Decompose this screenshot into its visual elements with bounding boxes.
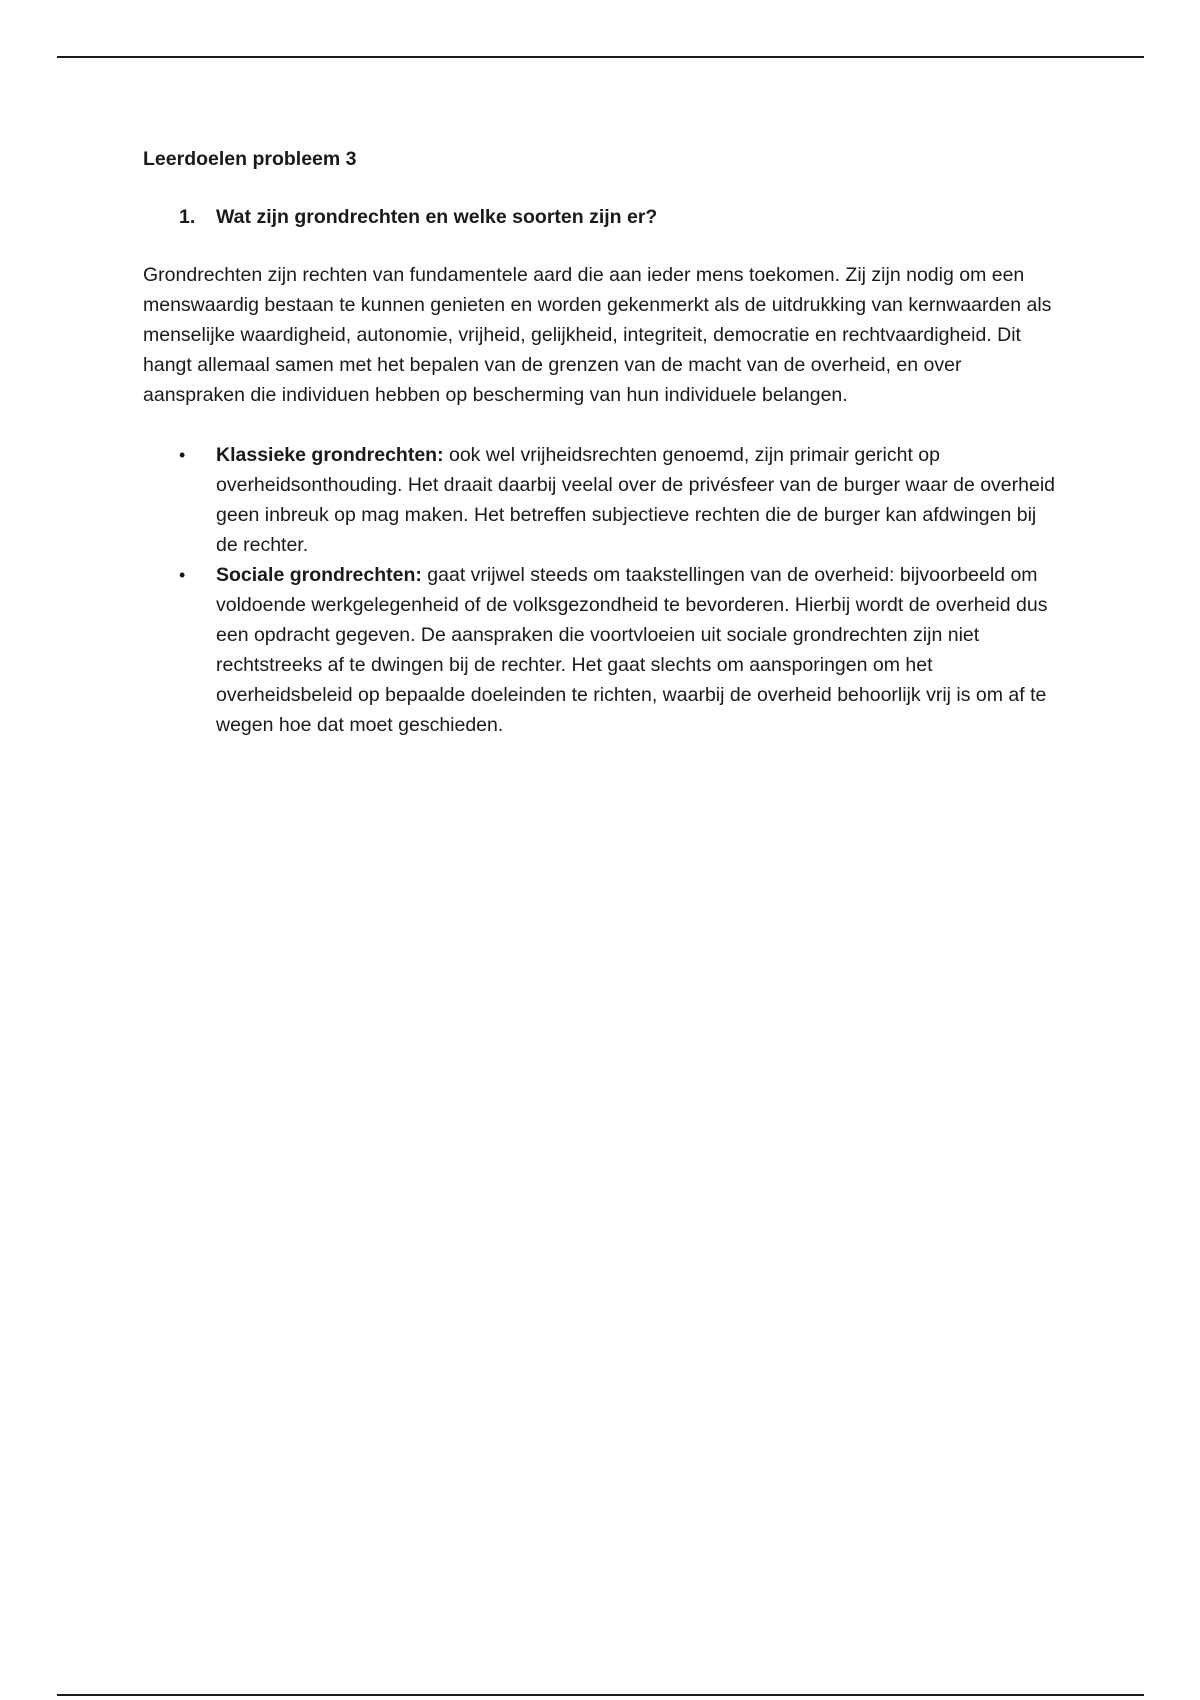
bullet-icon: • [179, 445, 186, 465]
bullet-description: gaat vrijwel steeds om taakstellingen van de overheid: bijvoorbeeld om voldoende werkgelegenheid of de volksgezondheid te bevorderen. Hierbij wordt de overheid dus een opdracht gegeven. De aanspraken die voortvloeien uit sociale grondrechten zijn niet rechtstreeks af te dwingen bij de rechter. Het gaat slechts om aansporingen om het overheidsbeleid op bepaalde doeleinden te richten, waarbij de overheid behoorlijk vrij is om af te wegen hoe dat moet geschieden. [216, 564, 1048, 736]
footer-rule [57, 1694, 1144, 1696]
document-title: Leerdoelen probleem 3 [143, 148, 357, 170]
question-item [143, 202, 1063, 232]
bullet-item-sociale [143, 560, 1063, 740]
bullet-term: Klassieke grondrechten: [216, 444, 444, 466]
question-text: Wat zijn grondrechten en welke soorten zijn er? [216, 206, 658, 228]
bullet-text [216, 440, 1063, 560]
bullet-text [216, 560, 1063, 740]
document-body [143, 144, 1063, 740]
bullet-description: ook wel vrijheidsrechten genoemd, zijn primair gericht op overheidsonthouding. Het draait daarbij veelal over de privésfeer van de burger waar de overheid geen inbreuk op mag maken. Het betreffen subjectieve rechten die de burger kan afdwingen bij de rechter. [216, 444, 1056, 556]
question-number: 1. [179, 206, 196, 228]
bullet-item-klassieke [143, 440, 1063, 560]
intro-paragraph: Grondrechten zijn rechten van fundamentele aard die aan ieder mens toekomen. Zij zijn nodig om een menswaardig bestaan te kunnen genieten en worden gekenmerkt als de uitdrukking van kernwaarden als menselijke waardigheid, autonomie, vrijheid, gelijkheid, integriteit, democratie en rechtvaardigheid. Dit hangt allemaal samen met het bepalen van de grenzen van de macht van de overheid, en over aanspraken die individuen hebben op bescherming van hun individuele belangen. [143, 264, 1052, 406]
bullet-term: Sociale grondrechten: [216, 564, 422, 586]
bullet-icon: • [179, 565, 186, 585]
header-rule [57, 56, 1144, 58]
bullet-list [143, 440, 1063, 740]
